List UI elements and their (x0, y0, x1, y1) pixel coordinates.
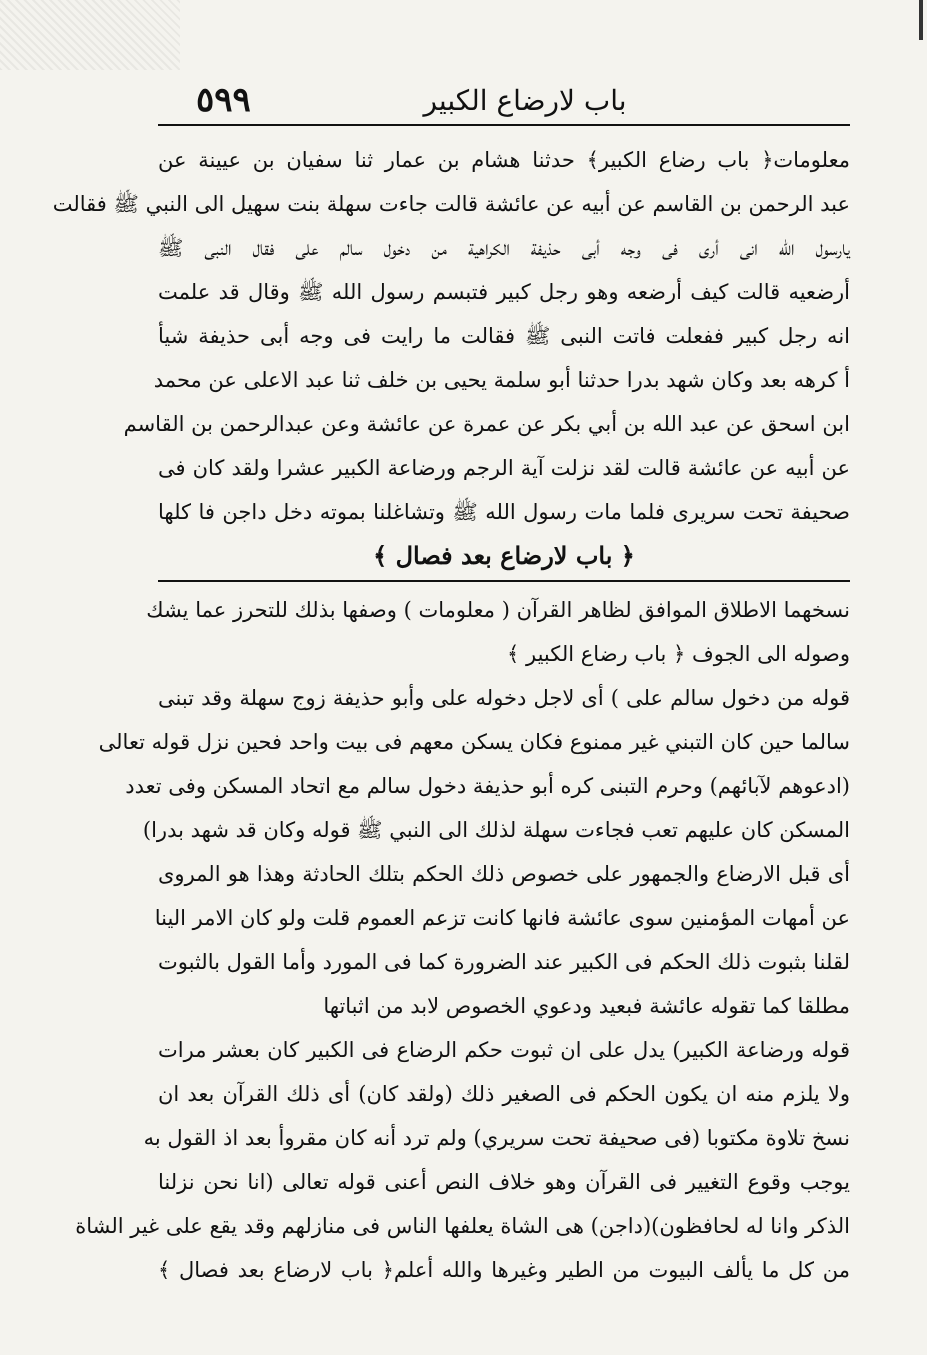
hadith-line: صحيفة تحت سريرى فلما مات رسول الله ﷺ وتشاغلنا بموته دخل داجن فا كلها (158, 500, 850, 524)
page-number: ٥٩٩ (196, 80, 251, 120)
hadith-line: عبد الرحمن بن القاسم عن أبيه عن عائشة قالت جاءت سهلة بنت سهيل الى النبي ﷺ فقالت (52, 192, 850, 216)
commentary-line: نسخهما الاطلاق الموافق لظاهر القرآن ( معلومات ) وصفها بذلك للتحرز عما يشك (146, 598, 850, 622)
running-head: باب لارضاع الكبير (423, 84, 627, 117)
hadith-line: عن أبيه عن عائشة قالت لقد نزلت آية الرجم ورضاعة الكبير عشرا ولقد كان فى (158, 456, 850, 480)
section-divider (158, 580, 850, 582)
commentary-line: سالما حين كان التبني غير ممنوع فكان يسكن معهم فى بيت واحد فحين نزل قوله تعالى (98, 730, 850, 754)
scan-noise (0, 0, 180, 70)
hadith-line: معلومات﴿ باب رضاع الكبير﴾ حدثنا هشام بن عمار ثنا سفيان بن عيينة عن (158, 148, 850, 172)
commentary-line: نسخ تلاوة مكتوبا (فى صحيفة تحت سريري) ولم ترد أنه كان مقروأ بعد اذ القول به (143, 1126, 850, 1150)
commentary-line: المسكن كان عليهم تعب فجاءت سهلة لذلك الى النبي ﷺ قوله وكان قد شهد بدرا) (142, 818, 850, 842)
commentary-line: قوله من دخول سالم على ) أى لاجل دخوله على وأبو حذيفة زوج سهلة وقد تبنى (158, 686, 850, 710)
commentary-line: ولا يلزم منه ان يكون الحكم فى الصغير ذلك (ولقد كان) أى ذلك القرآن بعد ان (158, 1082, 850, 1106)
commentary-line: وصوله الى الجوف ﴿ باب رضاع الكبير ﴾ (507, 642, 850, 666)
commentary-text (75, 588, 850, 1292)
commentary-line: يوجب وقوع التغيير فى القرآن وهو خلاف النص أعنى قوله تعالى (انا نحن نزلنا (158, 1170, 850, 1194)
hadith-line: يارسول الله انى أرى فى وجه أبى حذيفة الكراهية من دخول سالم على فقال النبى ﷺ (158, 236, 851, 260)
commentary-line: (ادعوهم لآبائهم) وحرم التبنى كره أبو حذيفة دخول سالم مع اتحاد المسكن وفى تعدد (125, 774, 850, 798)
commentary-line: مطلقا كما تقوله عائشة فبعيد ودعوي الخصوص لابد من اثباتها (323, 994, 850, 1018)
commentary-line: لقلنا بثبوت ذلك الحكم فى الكبير عند الضرورة كما فى المورد وأما القول بالثبوت (158, 950, 850, 974)
commentary-line: الذكر وانا له لحافظون)(داجن) هى الشاة يعلفها الناس فى منازلهم وقد يقع على غير الشاة (75, 1214, 850, 1238)
commentary-line: من كل ما يألف البيوت من الطير وغيرها والله أعلم﴿ باب لارضاع بعد فصال ﴾ (158, 1258, 850, 1282)
hadith-line: أرضعيه قالت كيف أرضعه وهو رجل كبير فتبسم رسول الله ﷺ وقال قد علمت (158, 280, 850, 304)
hadith-line: انه رجل كبير ففعلت فاتت النبى ﷺ فقالت ما رايت فى وجه أبى حذيفة شيأ (158, 324, 850, 348)
commentary-line: أى قبل الارضاع والجمهور على خصوص ذلك الحكم بتلك الحادثة وهذا هو المروى (158, 862, 850, 886)
commentary-line: قوله ورضاعة الكبير) يدل على ان ثبوت حكم الرضاع فى الكبير كان بعشر مرات (158, 1038, 850, 1062)
scan-edge (919, 0, 923, 40)
chapter-heading: ﴿ باب لارضاع بعد فصال ﴾ (373, 541, 635, 570)
header-rule (158, 124, 850, 126)
commentary-line: عن أمهات المؤمنين سوى عائشة فانها كانت تزعم العموم قلت ولو كان الامر الينا (154, 906, 850, 930)
hadith-line: ابن اسحق عن عبد الله بن أبي بكر عن عمرة عن عائشة وعن عبدالرحمن بن القاسم (123, 412, 850, 436)
hadith-line: أ كرهه بعد وكان شهد بدرا حدثنا أبو سلمة يحيى بن خلف ثنا عبد الاعلى عن محمد (153, 368, 850, 392)
hadith-text (52, 138, 851, 578)
